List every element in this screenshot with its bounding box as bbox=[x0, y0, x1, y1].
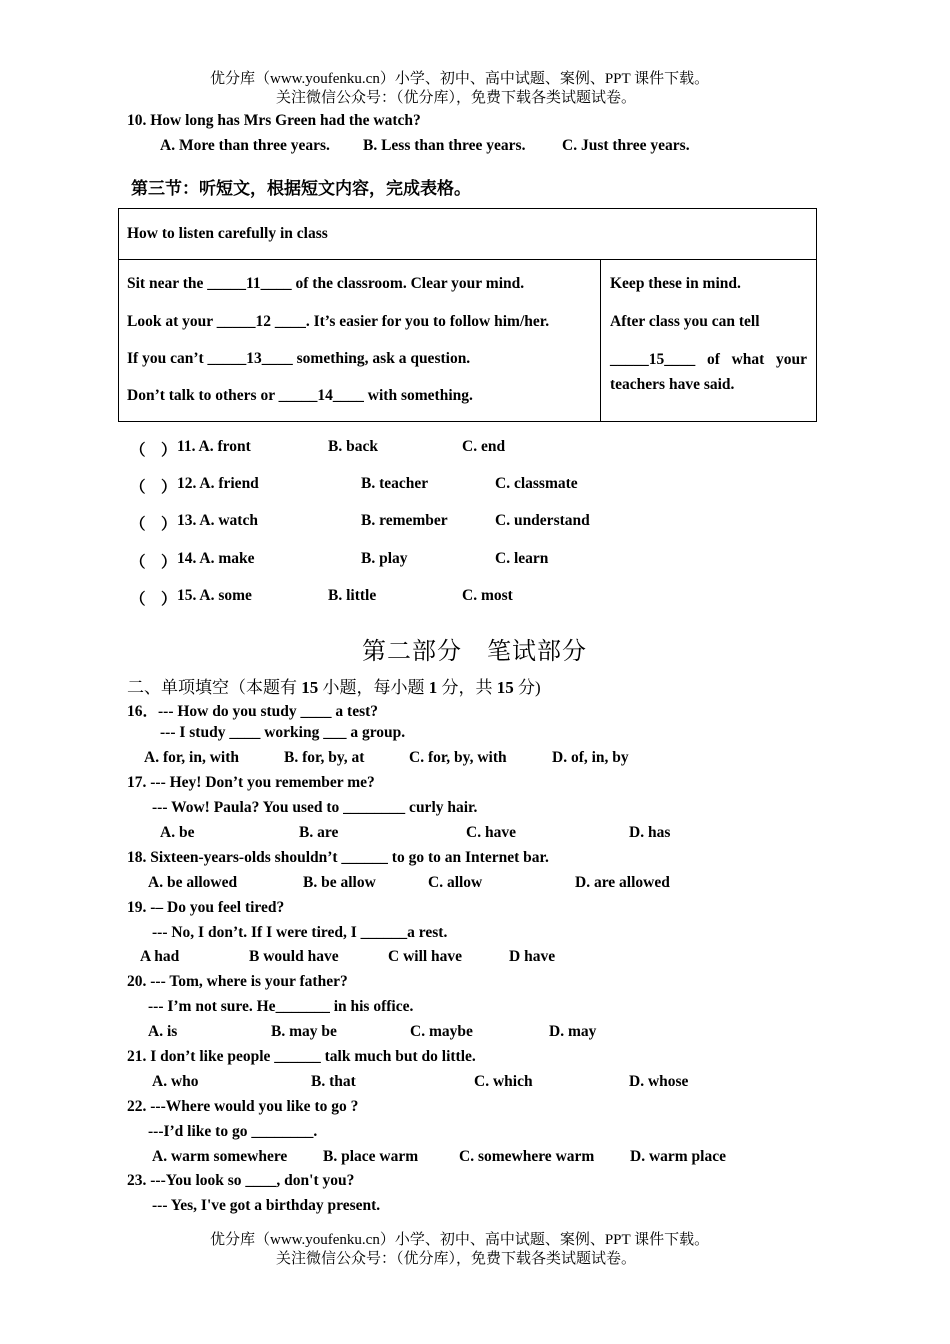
question-10-option-b: B. Less than three years. bbox=[363, 137, 526, 154]
question-10-stem: 10. How long has Mrs Green had the watch? bbox=[127, 112, 421, 129]
question-18-line-1: 18. Sixteen-years-olds shouldn’t ______ to go to an Internet bar. bbox=[127, 849, 549, 866]
question-20-option-a: A. is bbox=[148, 1023, 178, 1040]
option-13-b: B. remember bbox=[361, 512, 448, 529]
question-16-line-2: --- I study ____ working ___ a group. bbox=[160, 724, 406, 741]
option-11-a: 11. A. front bbox=[177, 438, 251, 455]
question-21-line-1: 21. I don’t like people ______ talk much but do little. bbox=[127, 1048, 476, 1065]
option-12-b: B. teacher bbox=[361, 475, 429, 492]
question-18-option-d: D. are allowed bbox=[575, 874, 670, 891]
question-20-option-d: D. may bbox=[549, 1023, 597, 1040]
answer-paren-14: （ ） bbox=[130, 554, 177, 571]
table-row-divider bbox=[118, 259, 817, 260]
question-22-option-a: A. warm somewhere bbox=[152, 1148, 288, 1165]
table-right-line-2: After class you can tell bbox=[610, 313, 760, 330]
question-22-option-d: D. warm place bbox=[630, 1148, 726, 1165]
question-20-option-b: B. may be bbox=[271, 1023, 337, 1040]
question-20-line-1: 20. --- Tom, where is your father? bbox=[127, 973, 348, 990]
question-17-line-1: 17. --- Hey! Don’t you remember me? bbox=[127, 774, 375, 791]
question-21-option-a: A. who bbox=[152, 1073, 199, 1090]
question-21-option-c: C. which bbox=[474, 1073, 533, 1090]
answer-paren-12: （ ） bbox=[130, 479, 177, 496]
header-line-1: 优分库（www.youfenku.cn）小学、初中、高中试题、案例、PPT 课件下载。 bbox=[210, 71, 710, 87]
question-16-option-d: D. of, in, by bbox=[552, 749, 629, 766]
question-22-option-b: B. place warm bbox=[323, 1148, 419, 1165]
table-left-line-2: Look at your _____12 ____. It’s easier for you to follow him/her. bbox=[127, 313, 550, 330]
footer-line-1: 优分库（www.youfenku.cn）小学、初中、高中试题、案例、PPT 课件下载。 bbox=[210, 1232, 710, 1248]
section-3-title: 第三节：听短文，根据短文内容，完成表格。 bbox=[131, 179, 471, 198]
option-14-c: C. learn bbox=[495, 550, 549, 567]
table-right-line-3: _____15____ of what your teachers have said. bbox=[610, 351, 807, 393]
option-15-a: 15. A. some bbox=[177, 587, 252, 604]
table-right-line-1: Keep these in mind. bbox=[610, 275, 741, 292]
question-16-option-c: C. for, by, with bbox=[409, 749, 507, 766]
question-19-option-d: D have bbox=[509, 948, 556, 965]
question-23-line-2: --- Yes, I've got a birthday present. bbox=[152, 1197, 381, 1214]
question-21-option-d: D. whose bbox=[629, 1073, 689, 1090]
question-17-option-b: B. are bbox=[299, 824, 339, 841]
table-left-line-4: Don’t talk to others or _____14____ with something. bbox=[127, 387, 473, 404]
question-10-option-c: C. Just three years. bbox=[562, 137, 690, 154]
question-19-line-1: 19. -– Do you feel tired? bbox=[127, 899, 285, 916]
question-16-option-b: B. for, by, at bbox=[284, 749, 365, 766]
answer-paren-15: （ ） bbox=[130, 591, 177, 608]
question-19-option-b: B would have bbox=[249, 948, 339, 965]
answer-paren-13: （ ） bbox=[130, 516, 177, 533]
part-2-title: 第二部分 笔试部分 bbox=[362, 639, 587, 665]
header-line-2: 关注微信公众号：（优分库），免费下载各类试题试卷。 bbox=[276, 90, 637, 106]
question-21-option-b: B. that bbox=[311, 1073, 356, 1090]
option-15-c: C. most bbox=[462, 587, 513, 604]
table-column-divider bbox=[600, 259, 601, 422]
table-left-line-1: Sit near the _____11____ of the classroom. Clear your mind. bbox=[127, 275, 525, 292]
question-19-option-c: C will have bbox=[388, 948, 463, 965]
question-10-option-a: A. More than three years. bbox=[160, 137, 330, 154]
option-12-a: 12. A. friend bbox=[177, 475, 259, 492]
footer-line-2: 关注微信公众号：（优分库），免费下载各类试题试卷。 bbox=[276, 1251, 637, 1267]
question-22-line-2: ---I’d like to go ________. bbox=[148, 1123, 318, 1140]
answer-paren-11: （ ） bbox=[130, 442, 177, 459]
question-20-line-2: --- I’m not sure. He_______ in his office. bbox=[148, 998, 414, 1015]
section-single-choice-title: 二、单项填空（本题有 15 小题，每小题 1 分，共 15 分) bbox=[127, 678, 541, 697]
question-16-line-1: 16．--- How do you study ____ a test? bbox=[127, 703, 379, 720]
question-18-option-c: C. allow bbox=[428, 874, 483, 891]
question-22-option-c: C. somewhere warm bbox=[459, 1148, 595, 1165]
question-19-option-a: A had bbox=[140, 948, 180, 965]
question-23-line-1: 23. ---You look so ____, don't you? bbox=[127, 1172, 355, 1189]
option-14-b: B. play bbox=[361, 550, 408, 567]
question-18-option-a: A. be allowed bbox=[148, 874, 238, 891]
table-title: How to listen carefully in class bbox=[127, 225, 328, 242]
table-left-line-3: If you can’t _____13____ something, ask a question. bbox=[127, 350, 471, 367]
question-19-line-2: --- No, I don’t. If I were tired, I ______a rest. bbox=[152, 924, 448, 941]
question-17-option-a: A. be bbox=[160, 824, 195, 841]
question-20-option-c: C. maybe bbox=[410, 1023, 473, 1040]
question-22-line-1: 22. ---Where would you like to go ? bbox=[127, 1098, 359, 1115]
option-14-a: 14. A. make bbox=[177, 550, 255, 567]
option-13-a: 13. A. watch bbox=[177, 512, 258, 529]
option-12-c: C. classmate bbox=[495, 475, 578, 492]
question-16-option-a: A. for, in, with bbox=[144, 749, 240, 766]
question-17-option-d: D. has bbox=[629, 824, 671, 841]
question-17-option-c: C. have bbox=[466, 824, 516, 841]
option-13-c: C. understand bbox=[495, 512, 590, 529]
option-15-b: B. little bbox=[328, 587, 377, 604]
question-17-line-2: --- Wow! Paula? You used to ________ curly hair. bbox=[152, 799, 478, 816]
option-11-b: B. back bbox=[328, 438, 378, 455]
option-11-c: C. end bbox=[462, 438, 506, 455]
question-18-option-b: B. be allow bbox=[303, 874, 376, 891]
